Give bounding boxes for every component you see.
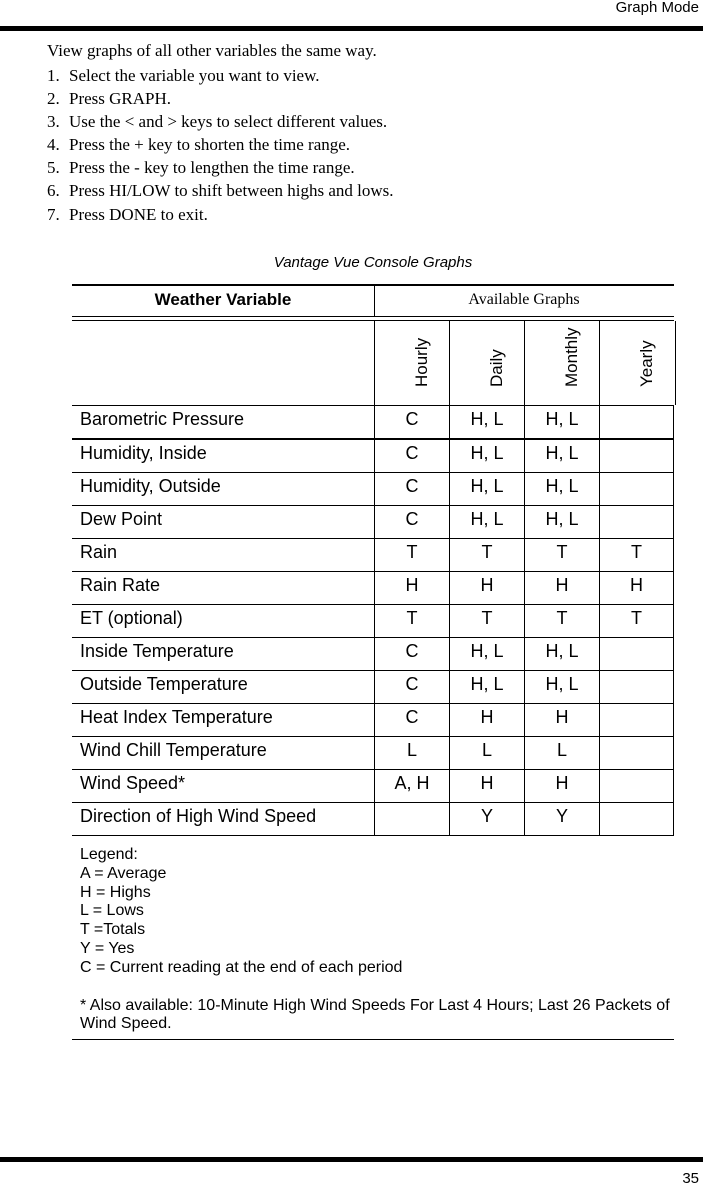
- period-header-daily: Daily: [486, 349, 506, 387]
- value-cell-daily: H, L: [449, 638, 524, 670]
- variable-name-cell: Humidity, Outside: [80, 476, 221, 496]
- variable-name-cell: Inside Temperature: [80, 641, 234, 661]
- value-cell-monthly: H, L: [524, 638, 599, 670]
- value-cell-hourly: C: [374, 406, 449, 438]
- step-item: [47, 203, 394, 226]
- value-cell-yearly: T: [599, 539, 674, 571]
- value-cell-hourly: C: [374, 638, 449, 670]
- legend-item: L = Lows: [80, 902, 144, 920]
- graphs-table: [72, 284, 674, 836]
- value-cell-daily: L: [449, 737, 524, 769]
- step-item: [47, 179, 394, 202]
- step-text: Press GRAPH.: [69, 89, 172, 109]
- value-cell-monthly: T: [524, 539, 599, 571]
- variable-name-cell: Rain: [80, 542, 118, 562]
- table-row: [72, 506, 674, 539]
- variable-name-cell: Wind Speed*: [80, 773, 186, 793]
- table-row: [72, 770, 674, 803]
- value-cell-daily: H: [449, 572, 524, 604]
- table-row: [72, 737, 674, 770]
- legend-item: Y = Yes: [80, 939, 135, 957]
- step-number: 2.: [47, 89, 60, 109]
- variable-name-cell: Direction of High Wind Speed: [80, 806, 317, 826]
- value-cell-yearly: T: [599, 605, 674, 637]
- value-cell-hourly: H: [374, 572, 449, 604]
- value-cell-yearly: [599, 406, 674, 438]
- step-number: 4.: [47, 135, 60, 155]
- period-header-cell: [524, 321, 600, 405]
- table-row: [72, 440, 674, 473]
- variable-name-cell: Wind Chill Temperature: [80, 740, 267, 760]
- variable-name-cell: ET (optional): [80, 608, 183, 628]
- table-row: [72, 638, 674, 671]
- value-cell-hourly: C: [374, 440, 449, 472]
- variable-name-cell: Barometric Pressure: [80, 409, 245, 429]
- step-text: Press DONE to exit.: [69, 204, 208, 224]
- legend-item: A = Average: [80, 864, 167, 882]
- period-header-cell: [449, 321, 525, 405]
- legend-rule: [72, 1039, 674, 1040]
- value-cell-hourly: C: [374, 671, 449, 703]
- value-cell-daily: H: [449, 704, 524, 736]
- period-header-row: [72, 320, 674, 406]
- table-row: [72, 473, 674, 506]
- period-header-hourly: Hourly: [411, 337, 431, 387]
- value-cell-daily: H, L: [449, 406, 524, 438]
- intro-text: View graphs of all other variables the same way.: [47, 41, 377, 60]
- variable-name-cell: Rain Rate: [80, 575, 161, 595]
- value-cell-yearly: [599, 473, 674, 505]
- value-cell-monthly: H, L: [524, 440, 599, 472]
- value-cell-daily: Y: [449, 803, 524, 835]
- step-text: Press HI/LOW to shift between highs and lows.: [69, 181, 394, 201]
- value-cell-hourly: [374, 803, 449, 835]
- step-number: 3.: [47, 112, 60, 132]
- step-item: [47, 156, 394, 179]
- step-number: 7.: [47, 204, 60, 224]
- variable-name-cell: Outside Temperature: [80, 674, 248, 694]
- value-cell-yearly: [599, 803, 674, 835]
- steps-list: [47, 64, 394, 226]
- value-cell-yearly: [599, 671, 674, 703]
- table-row: [72, 704, 674, 737]
- value-cell-yearly: H: [599, 572, 674, 604]
- value-cell-hourly: A, H: [374, 770, 449, 802]
- period-header-cell: [374, 321, 450, 405]
- value-cell-monthly: H: [524, 704, 599, 736]
- wind-speed-footnote: * Also available: 10-Minute High Wind Speeds For Last 4 Hours; Last 26 Packets of Wind Speed.: [80, 996, 670, 1033]
- table-header-row: [72, 284, 674, 317]
- step-number: 1.: [47, 66, 60, 85]
- value-cell-daily: T: [449, 539, 524, 571]
- step-text: Use the < and > keys to select different values.: [69, 112, 388, 132]
- step-text: Select the variable you want to view.: [69, 66, 320, 85]
- variable-name-cell: Dew Point: [80, 509, 163, 529]
- value-cell-daily: H: [449, 770, 524, 802]
- value-cell-monthly: H, L: [524, 406, 599, 438]
- legend-title: Legend:: [80, 846, 138, 863]
- value-cell-monthly: H: [524, 770, 599, 802]
- step-item: [47, 87, 394, 110]
- value-cell-hourly: C: [374, 506, 449, 538]
- table-row: [72, 406, 674, 440]
- value-cell-hourly: C: [374, 473, 449, 505]
- header-rule: [0, 26, 703, 31]
- value-cell-monthly: H, L: [524, 506, 599, 538]
- step-number: 6.: [47, 181, 60, 201]
- value-cell-yearly: [599, 704, 674, 736]
- value-cell-monthly: H, L: [524, 473, 599, 505]
- value-cell-yearly: [599, 506, 674, 538]
- value-cell-hourly: C: [374, 704, 449, 736]
- legend-item: C = Current reading at the end of each period: [80, 958, 403, 976]
- period-header-yearly: Yearly: [636, 340, 656, 387]
- variable-name-cell: Humidity, Inside: [80, 443, 207, 463]
- table-row: [72, 605, 674, 638]
- step-item: [47, 64, 394, 87]
- legend-item: T =Totals: [80, 921, 146, 939]
- table-body: [72, 406, 674, 836]
- value-cell-monthly: H: [524, 572, 599, 604]
- table-row: [72, 572, 674, 605]
- value-cell-daily: H, L: [449, 473, 524, 505]
- step-item: [47, 133, 394, 156]
- table-row: [72, 539, 674, 572]
- running-header-title: Graph Mode: [615, 0, 699, 16]
- legend: [80, 846, 670, 1034]
- page-number: 35: [682, 1170, 699, 1187]
- period-header-monthly: Monthly: [561, 327, 581, 387]
- table-row: [72, 671, 674, 704]
- value-cell-yearly: [599, 770, 674, 802]
- footer-rule: [0, 1157, 703, 1162]
- table-caption: Vantage Vue Console Graphs: [273, 254, 473, 271]
- value-cell-yearly: [599, 638, 674, 670]
- value-cell-daily: T: [449, 605, 524, 637]
- value-cell-monthly: H, L: [524, 671, 599, 703]
- legend-item: H = Highs: [80, 883, 151, 901]
- value-cell-monthly: L: [524, 737, 599, 769]
- step-text: Press the + key to shorten the time range.: [69, 135, 351, 155]
- weather-variable-header: Weather Variable: [154, 290, 292, 309]
- value-cell-monthly: Y: [524, 803, 599, 835]
- value-cell-yearly: [599, 737, 674, 769]
- variable-name-cell: Heat Index Temperature: [80, 707, 273, 727]
- value-cell-yearly: [599, 440, 674, 472]
- period-header-cell: [599, 321, 676, 405]
- available-graphs-header: Available Graphs: [468, 291, 580, 308]
- value-cell-daily: H, L: [449, 506, 524, 538]
- step-item: [47, 110, 394, 133]
- step-number: 5.: [47, 158, 60, 178]
- value-cell-hourly: L: [374, 737, 449, 769]
- value-cell-hourly: T: [374, 539, 449, 571]
- step-text: Press the - key to lengthen the time range.: [69, 158, 355, 178]
- value-cell-daily: H, L: [449, 440, 524, 472]
- table-row: [72, 803, 674, 836]
- value-cell-monthly: T: [524, 605, 599, 637]
- value-cell-daily: H, L: [449, 671, 524, 703]
- value-cell-hourly: T: [374, 605, 449, 637]
